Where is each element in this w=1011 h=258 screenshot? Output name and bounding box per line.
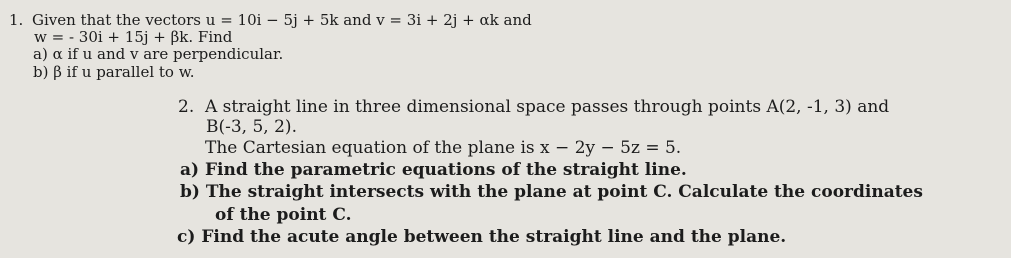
q2-part-b-line-1: b) The straight intersects with the plane at point C. Calculate the coordinates [180,182,923,202]
q2-line-3: The Cartesian equation of the plane is x − 2y − 5z = 5. [205,138,682,158]
q1-line-1: Given that the vectors u = 10i − 5j + 5k and v = 3i + 2j + αk and [32,11,532,29]
q2-number: 2. [178,97,195,117]
q2-part-b-line-2: of the point C. [215,205,352,225]
q2-part-a: a) Find the parametric equations of the straight line. [180,160,687,180]
q1-number: 1. [9,11,24,29]
q2-line-2: B(-3, 5, 2). [206,117,297,137]
q1-part-a: a) α if u and v are perpendicular. [33,45,284,63]
q1-line-2: w = - 30i + 15j + βk. Find [34,28,233,46]
q2-line-1: A straight line in three dimensional space passes through points A(2, -1, 3) and [205,97,890,117]
q2-part-c: c) Find the acute angle between the straight line and the plane. [177,227,787,247]
q1-part-b: b) β if u parallel to w. [33,63,195,81]
